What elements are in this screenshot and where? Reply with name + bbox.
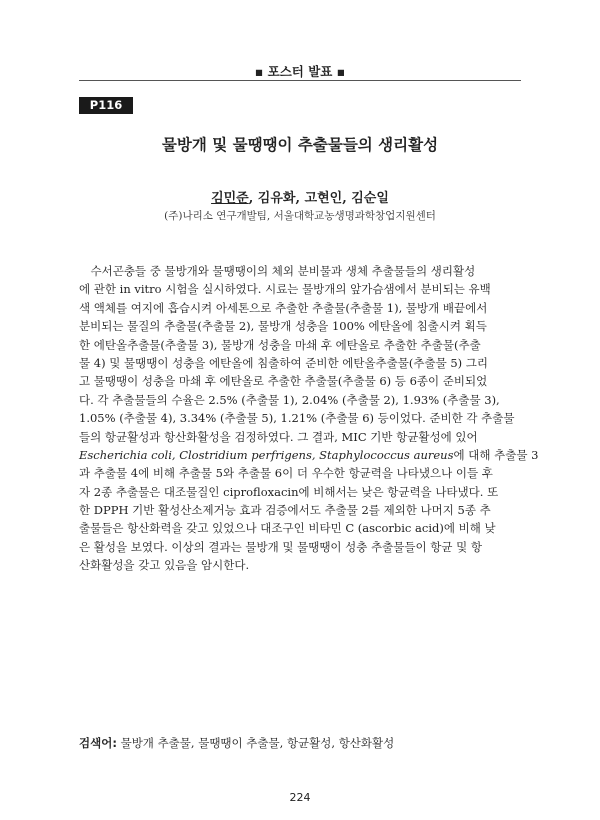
abstract-line: 다. 각 추출물들의 수율은 2.5% (추출물 1), 2.04% (추출물 2), 1.93% (추출물 3), — [79, 392, 500, 407]
abstract-line: 1.05% (추출물 4), 3.34% (추출물 5), 1.21% (추출물 6) 등이었다. 준비한 각 추출물 — [79, 411, 515, 426]
presenting-author: 김민준 — [211, 191, 249, 206]
header-rule — [79, 80, 521, 81]
species-tail: 에 대해 추출물 3 — [453, 447, 539, 462]
co-authors: , 김유화, 고현인, 김순일 — [248, 191, 389, 206]
abstract-line: 물 4) 및 물땡땡이 성충을 에탄올에 침출하여 준비한 에탄올추출물(추출물 5) 그리 — [79, 355, 489, 370]
keywords-value: 물방개 추출물, 물땡땡이 추출물, 항균활성, 항산화활성 — [116, 736, 395, 750]
abstract-line: 수서곤충들 중 물방개와 물땡땡이의 체외 분비물과 생체 추출물들의 생리활성 — [79, 264, 476, 278]
paper-title: 물방개 및 물땡땡이 추출물들의 생리활성 — [161, 136, 439, 154]
author-list — [79, 187, 521, 206]
abstract-line: 자 2종 추출물은 대조물질인 ciprofloxacin에 비해서는 낮은 항균력을 나타냈다. 또 — [79, 484, 499, 499]
page-number: 224 — [289, 791, 311, 804]
abstract-body — [79, 262, 539, 575]
abstract-line: 색 액체를 여지에 흡습시켜 아세톤으로 추출한 추출물(추출물 1), 물방개 배끝에서 — [79, 300, 488, 315]
abstract-line: 들의 항균활성과 항산화활성을 검정하였다. 그 결과, MIC 기반 항균활성에 있어 — [79, 429, 478, 444]
poster-code-badge: P116 — [79, 97, 133, 114]
abstract-line: 고 물땡땡이 성충을 마쇄 후 에탄올로 추출한 추출물(추출물 6) 등 6종이 준비되었 — [79, 374, 488, 389]
abstract-line: 은 활성을 보였다. 이상의 결과는 물방개 및 물땡땡이 성충 추출물들이 항균 및 항 — [79, 539, 483, 554]
abstract-line: 과 추출물 4에 비해 추출물 5와 추출물 6이 더 우수한 항균력을 나타냈으나 이들 후 — [79, 466, 493, 481]
abstract-line: 에 관한 in vitro 시험을 실시하였다. 시료는 물방개의 앞가슴샘에서 분비되는 유백 — [79, 282, 491, 297]
abstract-line-species — [79, 446, 539, 464]
keywords-label: 검색어: — [79, 736, 117, 750]
section-header: ▪ 포스터 발표 ▪ — [254, 64, 346, 79]
abstract-line: 한 DPPH 기반 활성산소제거능 효과 검증에서도 추출물 2를 제외한 나머지 5종 추 — [79, 503, 491, 518]
keywords — [79, 734, 521, 752]
abstract-line: 분비되는 물질의 추출물(추출물 2), 물방개 성충을 100% 에탄올에 침출시켜 획득 — [79, 319, 487, 334]
abstract-line: 산화활성을 갖고 있음을 암시한다. — [79, 558, 250, 573]
abstract-line: 한 에탄올추출물(추출물 3), 물방개 성충을 마쇄 후 에탄올로 추출한 추출물(추출 — [79, 337, 481, 352]
species-names: Escherichia coli, Clostridium perfrigens, Staphylococcus aureus — [79, 447, 454, 462]
abstract-line: 출물들은 항산화력을 갖고 있었으나 대조구인 비타민 C (ascorbic acid)에 비해 낮 — [79, 521, 496, 536]
affiliation: (주)나리소 연구개발팀, 서울대학교농생명과학창업지원센터 — [164, 210, 436, 222]
